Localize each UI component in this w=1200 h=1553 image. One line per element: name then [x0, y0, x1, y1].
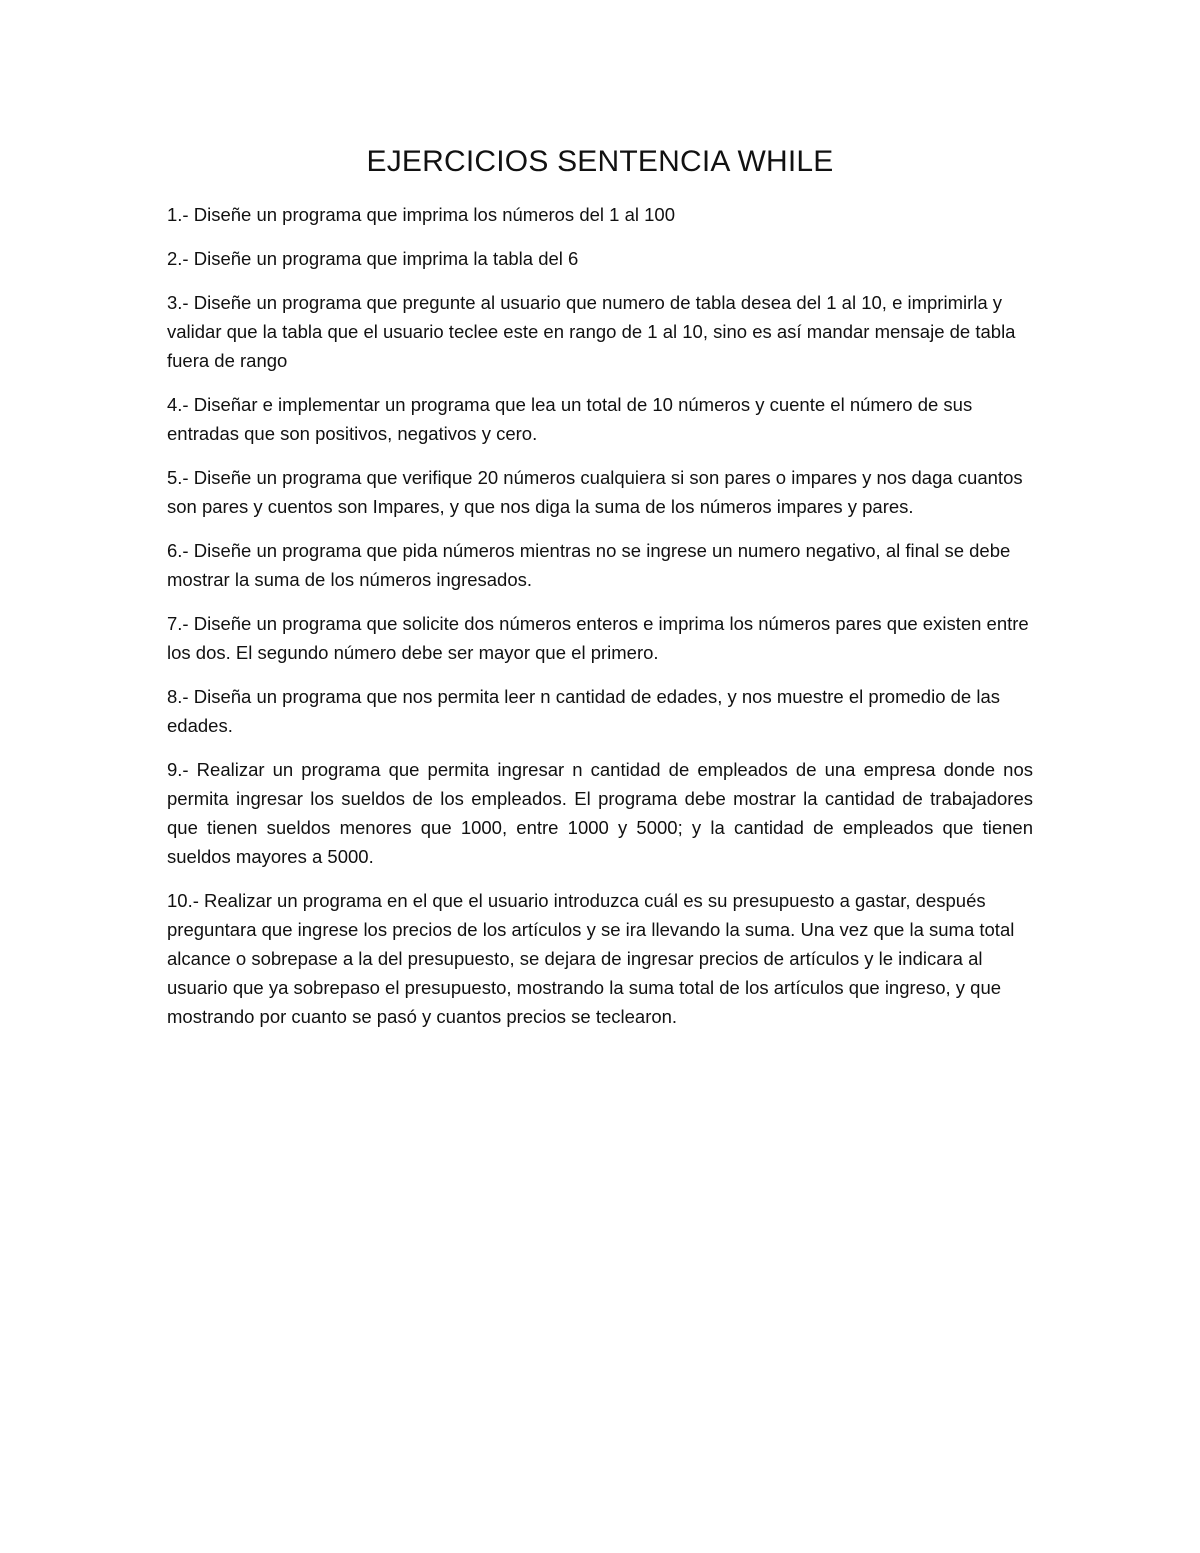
exercise-text: Diseñar e implementar un programa que lea un total de 10 números y cuente el número de sus entradas que son positivos, negativos y cero.: [167, 394, 973, 444]
exercise-item: [167, 244, 1033, 273]
exercise-text: Diseñe un programa que pida números mientras no se ingrese un numero negativo, al final se debe mostrar la suma de los números ingresados.: [167, 540, 1011, 590]
exercise-text: Realizar un programa que permita ingresar n cantidad de empleados de una empresa donde nos permita ingresar los sueldos de los empleados. El programa debe mostrar la cantidad de trabajadores que tienen sueldos menores que 1000, entre 1000 y 5000; y la cantidad de empleados que tienen sueldos mayores a 5000.: [167, 759, 1033, 867]
exercise-item: [167, 755, 1033, 871]
exercise-number: 1.-: [167, 204, 189, 225]
exercise-number: 10.-: [167, 890, 199, 911]
exercise-item: [167, 288, 1033, 375]
exercise-list: [167, 200, 1033, 1046]
document-title: EJERCICIOS SENTENCIA WHILE: [366, 145, 834, 178]
exercise-number: 6.-: [167, 540, 189, 561]
exercise-number: 8.-: [167, 686, 189, 707]
exercise-number: 7.-: [167, 613, 189, 634]
exercise-text: Diseñe un programa que imprima los números del 1 al 100: [188, 204, 675, 225]
exercise-number: 4.-: [167, 394, 189, 415]
exercise-text: Realizar un programa en el que el usuario introduzca cuál es su presupuesto a gastar, después preguntara que ingrese los precios de los artículos y se ira llevando la suma. Una vez que la suma total alcance o sobrepase a la del presupuesto, se dejara de ingresar precios de artículos y le indicara al usuario que ya sobrepaso el presupuesto, mostrando la suma total de los artículos que ingreso, y que mostrando por cuanto se pasó y cuantos precios se teclearon.: [167, 890, 1015, 1027]
exercise-item: [167, 390, 1033, 448]
exercise-text: Diseñe un programa que pregunte al usuario que numero de tabla desea del 1 al 10, e imprimirla y validar que la tabla que el usuario teclee este en rango de 1 al 10, sino es así mandar mensaje de tabla fuera de rango: [167, 292, 1016, 371]
exercise-item: [167, 200, 1033, 229]
exercise-item: [167, 463, 1033, 521]
exercise-number: 5.-: [167, 467, 189, 488]
exercise-item: [167, 536, 1033, 594]
exercise-item: [167, 609, 1033, 667]
exercise-number: 2.-: [167, 248, 189, 269]
exercise-number: 9.-: [167, 759, 189, 780]
exercise-item: [167, 682, 1033, 740]
exercise-text: Diseña un programa que nos permita leer n cantidad de edades, y nos muestre el promedio de las edades.: [167, 686, 1000, 736]
exercise-text: Diseñe un programa que imprima la tabla del 6: [188, 248, 579, 269]
exercise-item: [167, 886, 1033, 1031]
exercise-text: Diseñe un programa que verifique 20 números cualquiera si son pares o impares y nos daga cuantos son pares y cuentos son Impares, y que nos diga la suma de los números impares y pares.: [167, 467, 1023, 517]
exercise-number: 3.-: [167, 292, 189, 313]
exercise-text: Diseñe un programa que solicite dos números enteros e imprima los números pares que existen entre los dos. El segundo número debe ser mayor que el primero.: [167, 613, 1029, 663]
